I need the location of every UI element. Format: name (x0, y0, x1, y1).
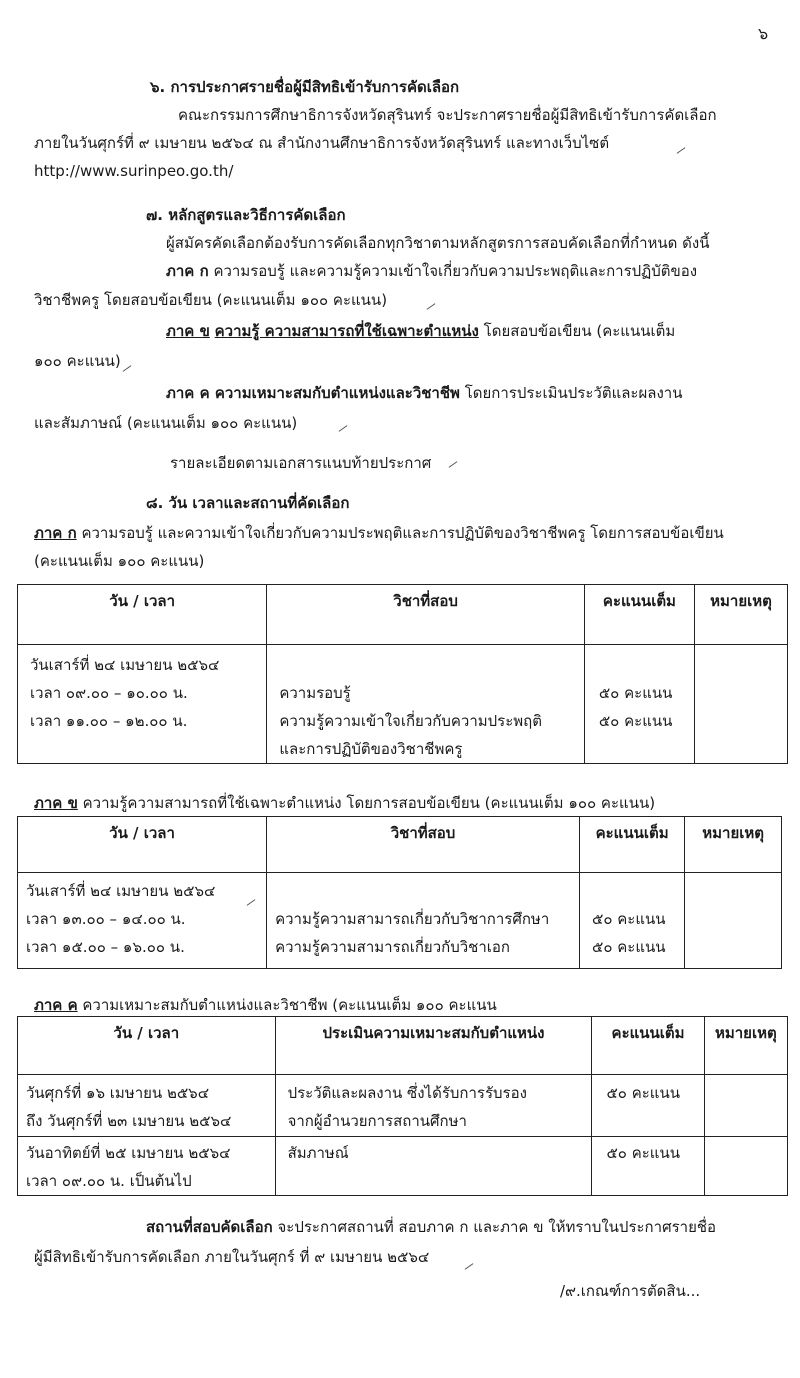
venue-line1 (146, 1216, 716, 1238)
part-a-intro-label: ภาค ก (34, 524, 77, 542)
table-b-score-1: ๕๐ คะแนน (591, 910, 666, 928)
part-c-intro-text: ความเหมาะสมกับตำแหน่งและวิชาชีพ (คะแนนเต็ม ๑๐๐ คะแนน (82, 996, 497, 1014)
table-a-score-1: ๕๐ คะแนน (598, 684, 673, 702)
section7-part-a-line1 (166, 260, 697, 282)
table-c-header-item: ประเมินความเหมาะสมกับตำแหน่ง (275, 1017, 592, 1075)
table-c-row2-note-cell (704, 1137, 787, 1196)
part-a-label: ภาค ก (166, 262, 209, 280)
table-c-row1-score-cell (592, 1075, 704, 1137)
table-a-score-2: ๕๐ คะแนน (598, 712, 673, 730)
table-c-row1-date1: วันศุกร์ที่ ๑๖ เมษายน ๒๕๖๔ (26, 1084, 210, 1102)
part-c-intro-label: ภาค ค (34, 996, 78, 1014)
pen-tick-mark (465, 1263, 474, 1270)
section6-line1: คณะกรรมการศึกษาธิการจังหวัดสุรินทร์ จะประกาศรายชื่อผู้มีสิทธิเข้ารับการคัดเลือก (178, 106, 717, 124)
table-b-header-subject: วิชาที่สอบ (267, 817, 580, 873)
table-c-row1-score: ๕๐ คะแนน (606, 1084, 680, 1102)
table-c-row1-date2: ถึง วันศุกร์ที่ ๒๓ เมษายน ๒๕๖๔ (26, 1112, 232, 1130)
table-a-header-subject: วิชาที่สอบ (267, 585, 585, 645)
section8-heading: ๘. วัน เวลาและสถานที่คัดเลือก (146, 494, 350, 512)
part-b-intro-text: ความรู้ความสามารถที่ใช้เฉพาะตำแหน่ง โดยการสอบข้อเขียน (คะแนนเต็ม ๑๐๐ คะแนน) (82, 794, 656, 812)
table-c-row2-score-cell (592, 1137, 704, 1196)
table-b-score-cell (579, 873, 684, 969)
table-a-time-1: เวลา ๐๙.๐๐ – ๑๐.๐๐ น. (30, 684, 188, 702)
part-b-intro-label: ภาค ข (34, 794, 78, 812)
pen-tick-mark (339, 425, 348, 432)
table-c-row1-date-cell (18, 1075, 276, 1137)
table-b-time-1: เวลา ๑๓.๐๐ – ๑๔.๐๐ น. (26, 910, 186, 928)
part-b-rest: โดยสอบข้อเขียน (คะแนนเต็ม (483, 322, 676, 340)
table-c-row1-item1: ประวัติและผลงาน ซึ่งได้รับการรับรอง (287, 1084, 527, 1102)
section7-part-b-line1 (166, 320, 675, 342)
part-c-label: ภาค ค ความเหมาะสมกับตำแหน่งและวิชาชีพ (166, 384, 460, 402)
section7-heading: ๗. หลักสูตรและวิธีการคัดเลือก (146, 206, 346, 224)
table-a-header-date: วัน / เวลา (18, 585, 267, 645)
table-part-b (17, 816, 782, 969)
section6-line2: ภายในวันศุกร์ที่ ๙ เมษายน ๒๕๖๔ ณ สำนักงานศึกษาธิการจังหวัดสุรินทร์ และทางเว็บไซต์ (34, 134, 610, 152)
table-part-a (17, 584, 788, 764)
pen-tick-mark (123, 365, 132, 372)
table-c-row1-item2: จากผู้อำนวยการสถานศึกษา (287, 1112, 467, 1130)
table-c-row2-item-cell (275, 1137, 592, 1196)
venue-text: จะประกาศสถานที่ สอบภาค ก และภาค ข ให้ทราบในประกาศรายชื่อ (277, 1218, 717, 1236)
section7-part-b-line2: ๑๐๐ คะแนน) (34, 352, 121, 370)
continuation-marker: /๙.เกณฑ์การตัดสิน... (560, 1282, 701, 1300)
table-a-score-cell (584, 645, 694, 764)
pen-tick-mark (449, 461, 458, 468)
table-c-header-date: วัน / เวลา (18, 1017, 276, 1075)
venue-label: สถานที่สอบคัดเลือก (146, 1218, 273, 1236)
pen-tick-mark (427, 303, 436, 310)
table-c-header-note: หมายเหตุ (704, 1017, 787, 1075)
table-b-time-2: เวลา ๑๕.๐๐ – ๑๖.๐๐ น. (26, 938, 185, 956)
pen-tick-mark (677, 147, 686, 154)
section7-part-c-line1 (166, 382, 682, 404)
table-b-subject-cell (267, 873, 580, 969)
table-a-date-cell (18, 645, 267, 764)
part-a-intro-text: ความรอบรู้ และความเข้าใจเกี่ยวกับความประพฤติและการปฏิบัติของวิชาชีพครู โดยการสอบข้อเขียน (81, 524, 724, 542)
table-a-header-note: หมายเหตุ (695, 585, 788, 645)
section6-url: http://www.surinpeo.go.th/ (34, 162, 234, 180)
part-c-rest: โดยการประเมินประวัติและผลงาน (464, 384, 683, 402)
section6-heading: ๖. การประกาศรายชื่อผู้มีสิทธิเข้ารับการคัดเลือก (150, 78, 460, 96)
table-b-note-cell (685, 873, 782, 969)
table-a-subject-2-cont: และการปฏิบัติของวิชาชีพครู (279, 740, 463, 758)
section7-part-c-line2: และสัมภาษณ์ (คะแนนเต็ม ๑๐๐ คะแนน) (34, 414, 298, 432)
table-c-row2-item1: สัมภาษณ์ (287, 1144, 349, 1162)
part-b-intro (34, 792, 655, 814)
table-c-row2-score: ๕๐ คะแนน (606, 1144, 680, 1162)
venue-line2: ผู้มีสิทธิเข้ารับการคัดเลือก ภายในวันศุกร์ ที่ ๙ เมษายน ๒๕๖๔ (34, 1248, 430, 1266)
part-b-label: ภาค ข (166, 322, 210, 340)
part-b-bold: ความรู้ ความสามารถที่ใช้เฉพาะตำแหน่ง (214, 322, 479, 340)
page-number: ๖ (758, 24, 769, 43)
table-c-row2-date-cell (18, 1137, 276, 1196)
part-a-intro-line2: (คะแนนเต็ม ๑๐๐ คะแนน) (34, 552, 205, 570)
table-c-row2-date2: เวลา ๐๙.๐๐ น. เป็นต้นไป (26, 1172, 192, 1190)
part-a-text: ความรอบรู้ และความรู้ความเข้าใจเกี่ยวกับความประพฤติและการปฏิบัติของ (213, 262, 698, 280)
table-c-row1-note-cell (704, 1075, 787, 1137)
section7-part-a-line2: วิชาชีพครู โดยสอบข้อเขียน (คะแนนเต็ม ๑๐๐ คะแนน) (34, 291, 388, 309)
table-c-header-score: คะแนนเต็ม (592, 1017, 704, 1075)
table-c-row1-item-cell (275, 1075, 592, 1137)
table-b-date: วันเสาร์ที่ ๒๔ เมษายน ๒๕๖๔ (26, 882, 216, 900)
table-b-date-cell (18, 873, 267, 969)
section7-intro: ผู้สมัครคัดเลือกต้องรับการคัดเลือกทุกวิชาตามหลักสูตรการสอบคัดเลือกที่กำหนด ดังนี้ (166, 234, 710, 252)
table-a-date: วันเสาร์ที่ ๒๔ เมษายน ๒๕๖๔ (30, 656, 220, 674)
table-b-subject-1: ความรู้ความสามารถเกี่ยวกับวิชาการศึกษา (275, 910, 550, 928)
table-a-note-cell (695, 645, 788, 764)
table-part-c (17, 1016, 788, 1196)
table-b-score-2: ๕๐ คะแนน (591, 938, 666, 956)
part-c-intro (34, 994, 497, 1016)
table-c-row2-date1: วันอาทิตย์ที่ ๒๕ เมษายน ๒๕๖๔ (26, 1144, 231, 1162)
table-a-subject-2: ความรู้ความเข้าใจเกี่ยวกับความประพฤติ (279, 712, 542, 730)
part-a-intro-line1 (34, 522, 724, 544)
table-a-subject-1: ความรอบรู้ (279, 684, 351, 702)
table-b-header-note: หมายเหตุ (685, 817, 782, 873)
table-a-header-score: คะแนนเต็ม (584, 585, 694, 645)
table-b-header-score: คะแนนเต็ม (579, 817, 684, 873)
table-b-subject-2: ความรู้ความสามารถเกี่ยวกับวิชาเอก (275, 938, 510, 956)
table-a-subject-cell (267, 645, 585, 764)
table-a-time-2: เวลา ๑๑.๐๐ – ๑๒.๐๐ น. (30, 712, 188, 730)
table-b-header-date: วัน / เวลา (18, 817, 267, 873)
section7-details: รายละเอียดตามเอกสารแนบท้ายประกาศ (170, 454, 432, 472)
